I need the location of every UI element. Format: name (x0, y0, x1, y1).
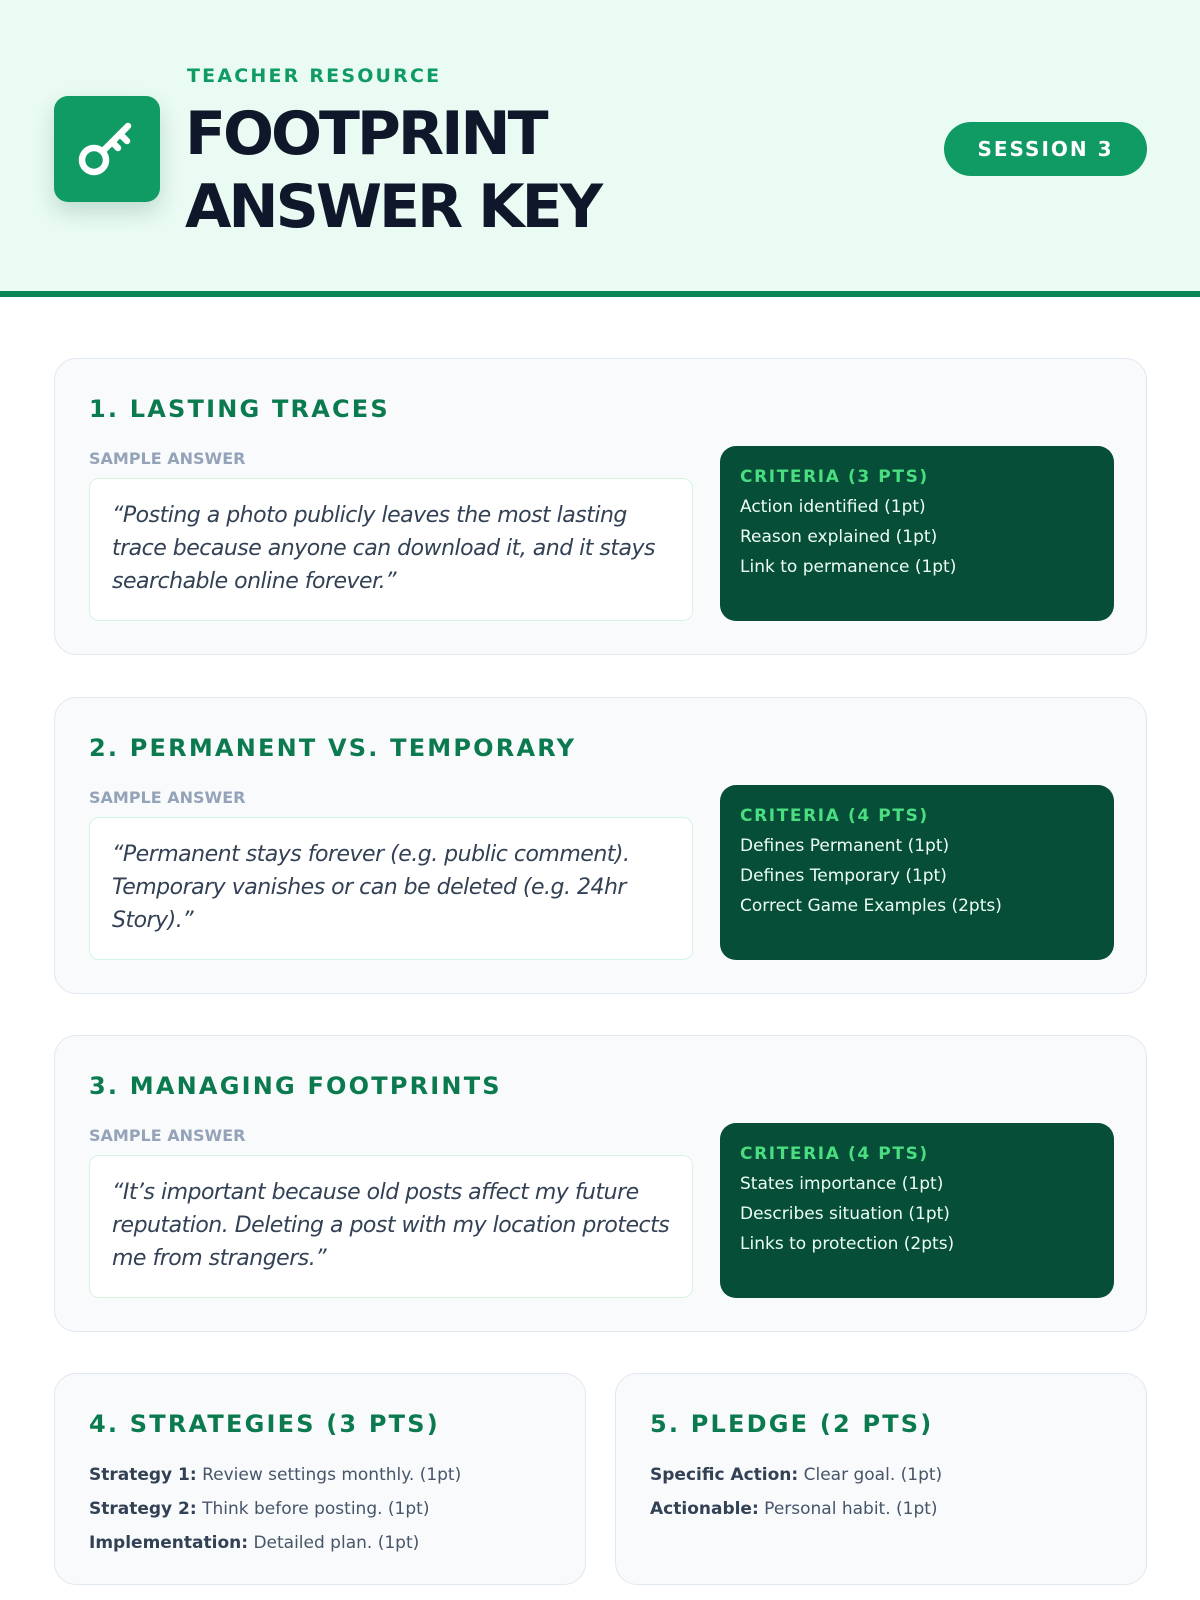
rubric-item (650, 1464, 942, 1498)
criteria-item: Link to permanence (1pt) (740, 557, 957, 577)
criteria-title: CRITERIA (3 PTS) (740, 467, 929, 487)
criteria-item: Correct Game Examples (2pts) (740, 896, 1002, 916)
rubric-item-label: Actionable: (650, 1499, 759, 1519)
question-card-1 (54, 358, 1147, 655)
criteria-item: Reason explained (1pt) (740, 527, 938, 547)
question-card-2 (54, 697, 1147, 994)
criteria-title: CRITERIA (4 PTS) (740, 1144, 929, 1164)
criteria-title: CRITERIA (4 PTS) (740, 806, 929, 826)
sample-answer-label: SAMPLE ANSWER (89, 449, 246, 468)
rubric-item (650, 1498, 942, 1532)
key-icon (74, 116, 140, 182)
sample-answer-text: “Permanent stays forever (e.g. public comment). Temporary vanishes or can be deleted (e.g. 24hr Story).” (112, 842, 630, 933)
sample-answer-label: SAMPLE ANSWER (89, 788, 246, 807)
page-title: FOOTPRINT ANSWER KEY (185, 99, 601, 242)
criteria-item: Defines Temporary (1pt) (740, 866, 947, 886)
logo-badge (54, 96, 160, 202)
section-title: 3. MANAGING FOOTPRINTS (89, 1072, 502, 1100)
rubric-list (650, 1464, 942, 1532)
rubric-item (89, 1464, 461, 1498)
criteria-item: Links to protection (2pts) (740, 1234, 955, 1254)
page-header (0, 0, 1200, 297)
session-badge: SESSION 3 (944, 122, 1147, 176)
sample-answer-box (89, 1155, 693, 1298)
eyebrow-label: TEACHER RESOURCE (187, 65, 442, 87)
section-title: 2. PERMANENT VS. TEMPORARY (89, 734, 577, 762)
question-card-3 (54, 1035, 1147, 1332)
criteria-panel (720, 785, 1114, 960)
rubric-item (89, 1532, 461, 1566)
criteria-item: Action identified (1pt) (740, 497, 926, 517)
rubric-item-label: Implementation: (89, 1533, 249, 1553)
criteria-item: Defines Permanent (1pt) (740, 836, 950, 856)
criteria-item: States importance (1pt) (740, 1174, 944, 1194)
sample-answer-text: “It’s important because old posts affect my future reputation. Deleting a post with my location protects me from strangers.” (112, 1180, 670, 1271)
rubric-item-label: Strategy 2: (89, 1499, 197, 1519)
rubric-item-text: Clear goal. (1pt) (803, 1465, 943, 1485)
rubric-item-label: Strategy 1: (89, 1465, 197, 1485)
criteria-panel (720, 1123, 1114, 1298)
rubric-item-text: Review settings monthly. (1pt) (202, 1465, 462, 1485)
strategies-card (54, 1373, 586, 1585)
criteria-panel (720, 446, 1114, 621)
rubric-item-text: Think before posting. (1pt) (202, 1499, 430, 1519)
section-title: 1. LASTING TRACES (89, 395, 390, 423)
sample-answer-box (89, 478, 693, 621)
sample-answer-text: “Posting a photo publicly leaves the most lasting trace because anyone can download it, and it stays searchable online forever.” (112, 503, 655, 594)
criteria-item: Describes situation (1pt) (740, 1204, 950, 1224)
rubric-item-text: Personal habit. (1pt) (764, 1499, 938, 1519)
rubric-list (89, 1464, 461, 1566)
section-title: 4. STRATEGIES (3 PTS) (89, 1410, 440, 1438)
rubric-item-text: Detailed plan. (1pt) (253, 1533, 420, 1553)
sample-answer-label: SAMPLE ANSWER (89, 1126, 246, 1145)
sample-answer-box (89, 817, 693, 960)
pledge-card (615, 1373, 1147, 1585)
section-title: 5. PLEDGE (2 PTS) (650, 1410, 934, 1438)
rubric-item-label: Specific Action: (650, 1465, 799, 1485)
rubric-item (89, 1498, 461, 1532)
